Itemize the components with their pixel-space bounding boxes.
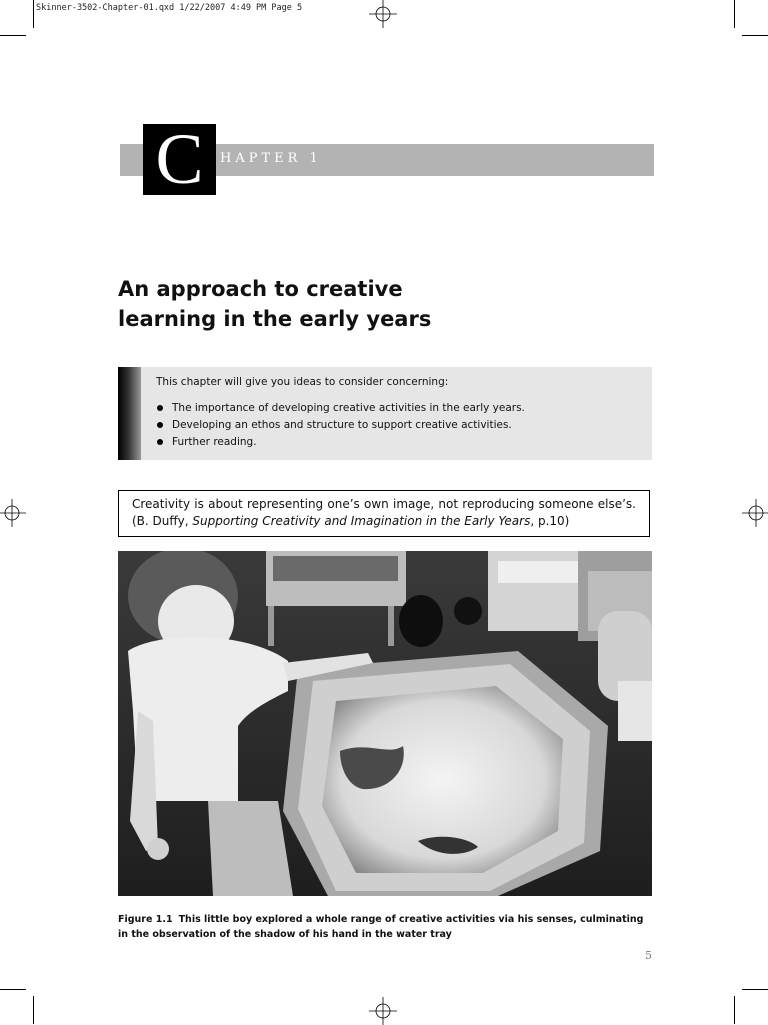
objective-text: Developing an ethos and structure to support creative activities. bbox=[172, 419, 512, 431]
registration-mark-icon bbox=[369, 0, 397, 28]
chapter-title-line: learning in the early years bbox=[118, 307, 432, 331]
registration-mark-icon bbox=[740, 499, 768, 527]
chapter-title-line: An approach to creative bbox=[118, 277, 403, 301]
quote-source bbox=[132, 513, 636, 530]
quote-source-suffix: , p.10) bbox=[530, 514, 570, 528]
crop-mark bbox=[0, 989, 26, 990]
chapter-initial-letter: C bbox=[155, 119, 204, 199]
epigraph-quote-box bbox=[118, 490, 650, 537]
crop-mark bbox=[33, 0, 34, 28]
quote-source-prefix: (B. Duffy, bbox=[132, 514, 193, 528]
registration-mark-icon bbox=[369, 997, 397, 1025]
page-number: 5 bbox=[645, 949, 652, 962]
list-item bbox=[156, 418, 525, 435]
quote-source-title: Supporting Creativity and Imagination in the Early Years bbox=[192, 514, 531, 528]
bullet-icon bbox=[157, 422, 163, 428]
crop-mark bbox=[742, 989, 768, 990]
crop-mark bbox=[33, 996, 34, 1024]
bullet-icon bbox=[157, 405, 163, 411]
bullet-icon bbox=[157, 439, 163, 445]
crop-mark bbox=[0, 35, 26, 36]
figure-label: Figure 1.1 bbox=[118, 914, 173, 925]
figure-photo-illustration bbox=[118, 551, 652, 896]
chapter-objectives-box bbox=[118, 367, 652, 460]
crop-mark bbox=[734, 996, 735, 1024]
chapter-label: HAPTER 1 bbox=[220, 151, 322, 166]
chapter-drop-initial bbox=[143, 119, 216, 199]
objectives-list bbox=[156, 401, 525, 452]
printer-slug-line: Skinner-3502-Chapter-01.qxd 1/22/2007 4:49 PM Page 5 bbox=[36, 3, 303, 13]
crop-mark bbox=[742, 35, 768, 36]
crop-mark bbox=[734, 0, 735, 28]
caption-line: in the observation of the shadow of his hand in the water tray bbox=[118, 929, 452, 940]
list-item bbox=[156, 401, 525, 418]
caption-text: This little boy explored a whole range of creative activities via his senses, culminating bbox=[178, 914, 644, 925]
chapter-title bbox=[118, 274, 598, 334]
caption-line bbox=[118, 912, 652, 927]
objective-text: The importance of developing creative activities in the early years. bbox=[172, 402, 525, 414]
objective-text: Further reading. bbox=[172, 436, 257, 448]
objectives-intro: This chapter will give you ideas to consider concerning: bbox=[156, 376, 449, 388]
objectives-accent-stripe bbox=[118, 367, 141, 460]
figure-photo bbox=[118, 551, 652, 896]
list-item bbox=[156, 435, 525, 452]
figure-caption bbox=[118, 912, 652, 942]
quote-text: Creativity is about representing one’s own image, not reproducing someone else’s. bbox=[132, 497, 636, 511]
registration-mark-icon bbox=[0, 499, 28, 527]
